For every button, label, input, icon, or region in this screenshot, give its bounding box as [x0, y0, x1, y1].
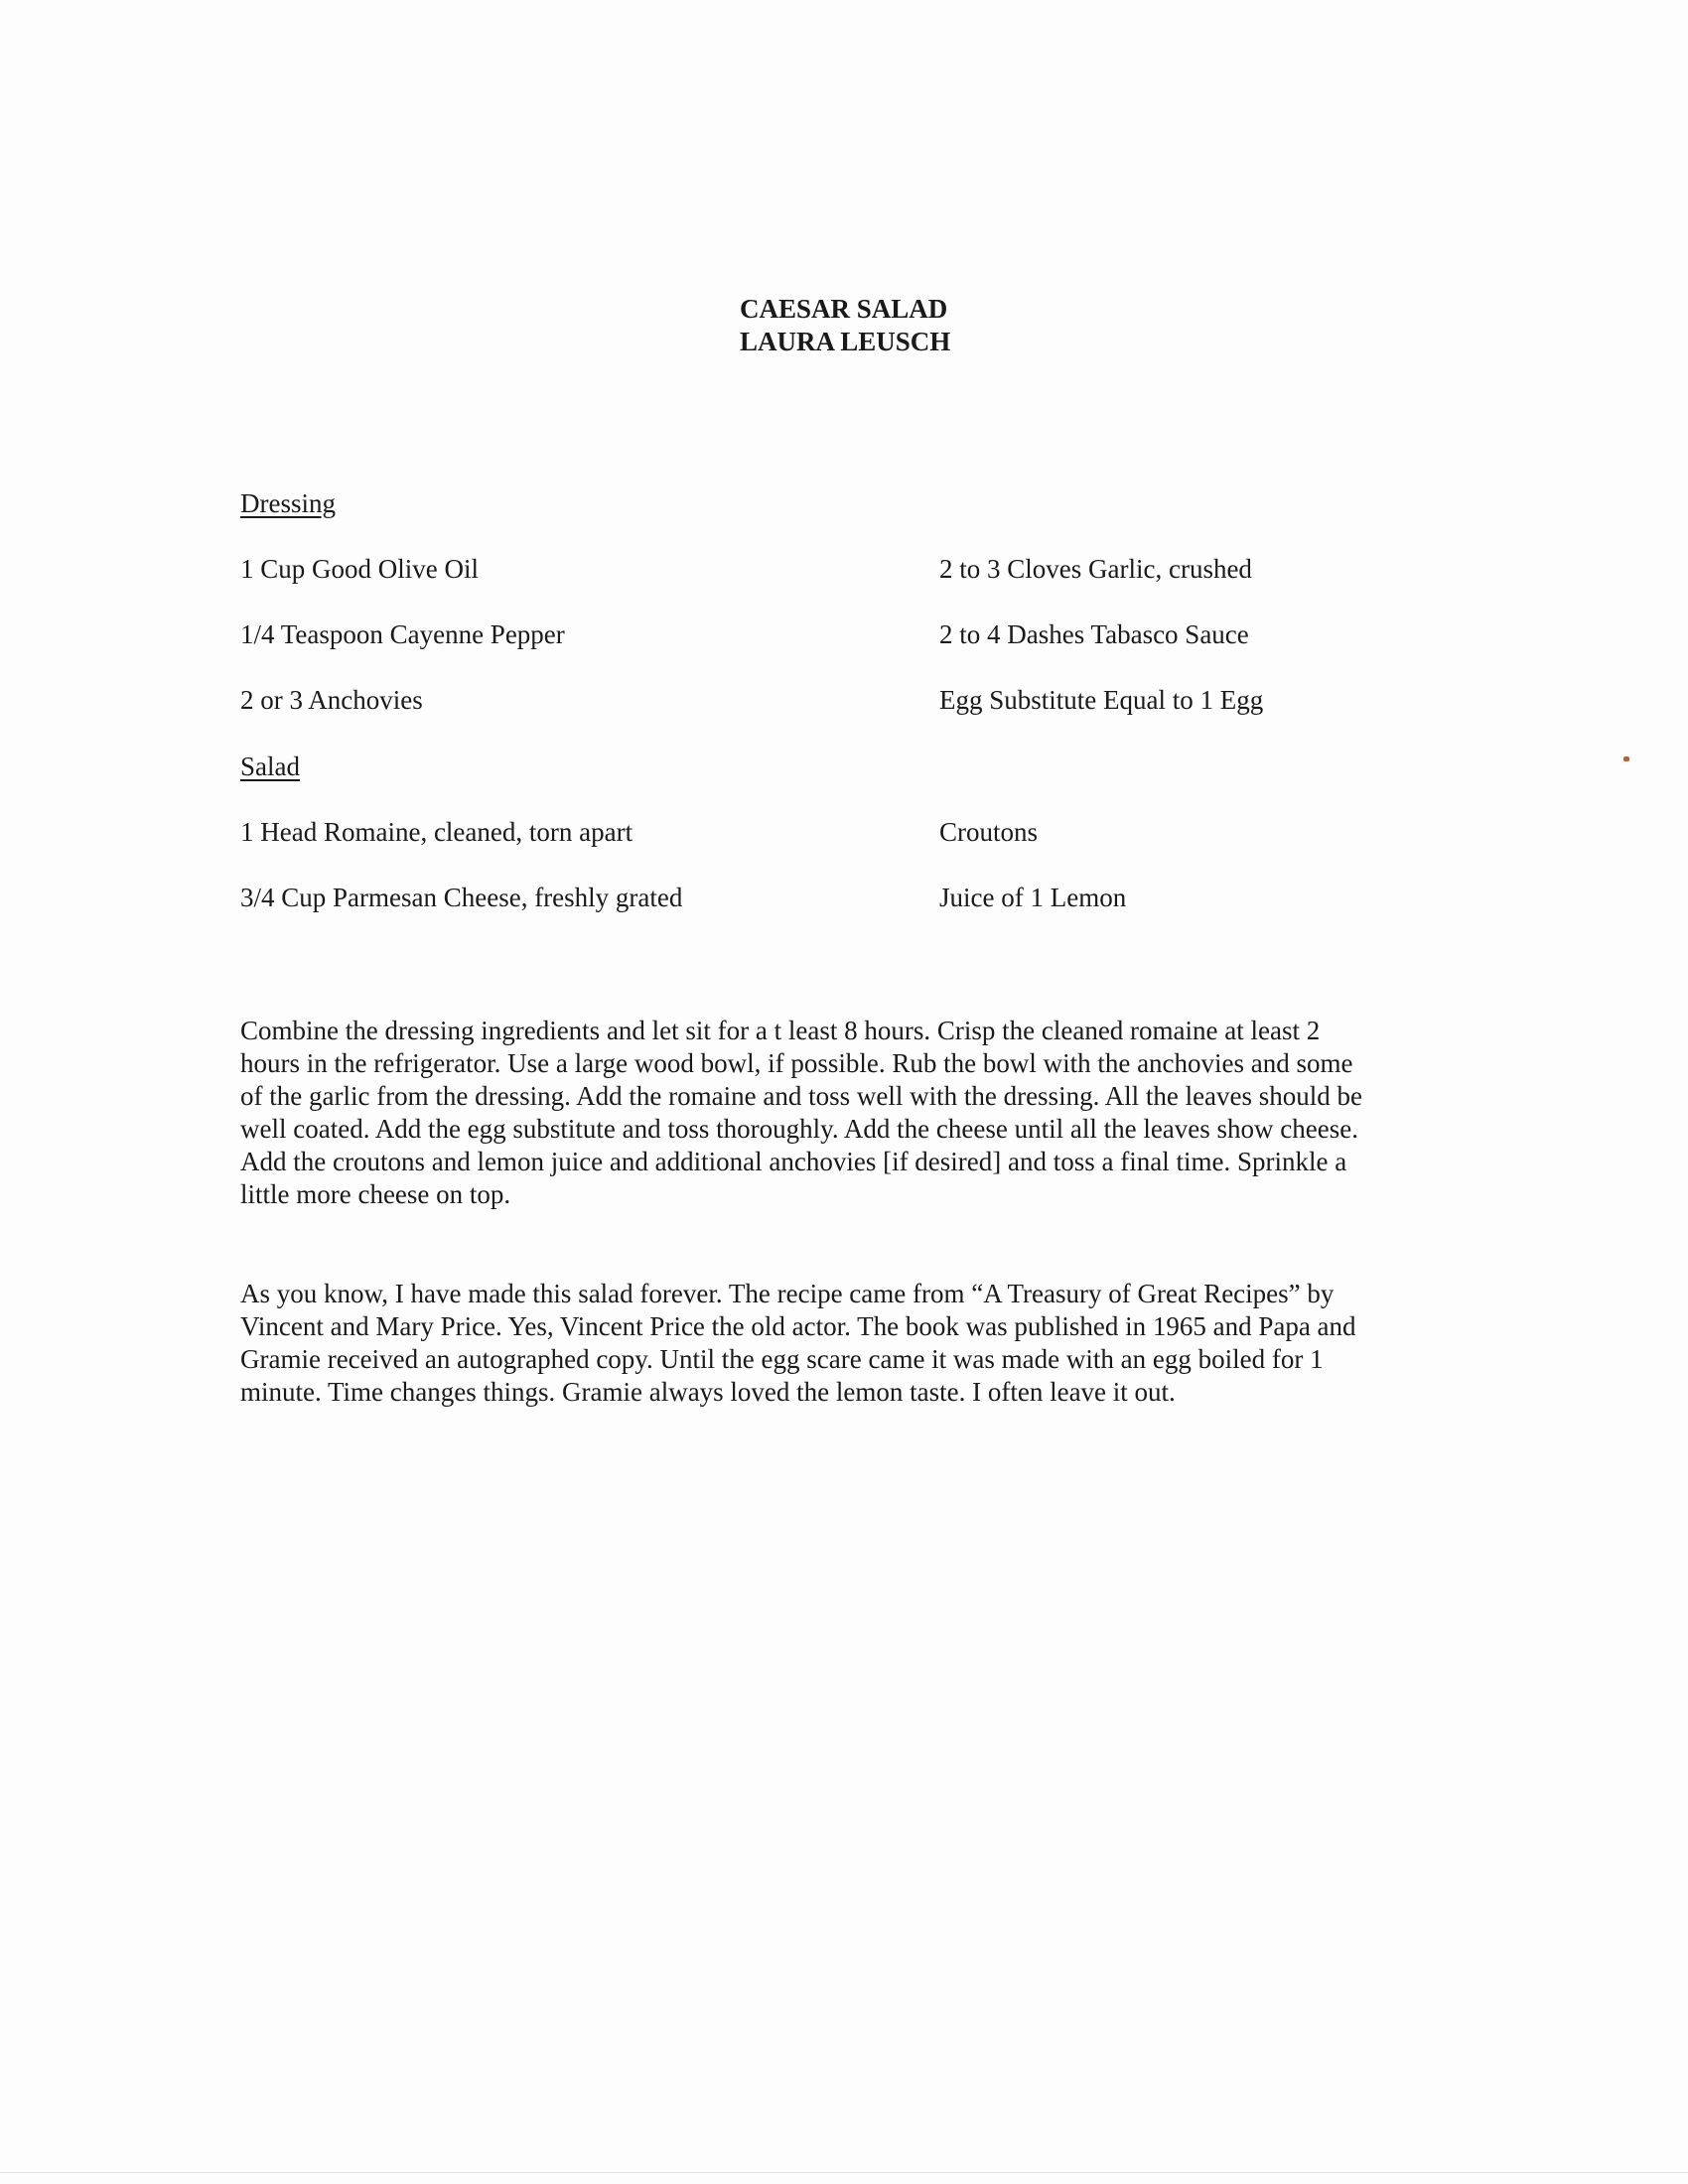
scan-speck	[1623, 756, 1629, 761]
ingredient-item: 2 or 3 Anchovies	[240, 685, 423, 715]
ingredient-item: 2 to 4 Dashes Tabasco Sauce	[939, 619, 1249, 649]
paragraph-line: Combine the dressing ingredients and let sit for a t least 8 hours. Crisp the cleaned romaine at least 2	[240, 1016, 1321, 1045]
paragraph-line: Vincent and Mary Price. Yes, Vincent Price the old actor. The book was published in 1965 and Papa and	[240, 1311, 1356, 1341]
ingredient-item: Egg Substitute Equal to 1 Egg	[939, 685, 1264, 715]
paragraph-line: Add the croutons and lemon juice and additional anchovies [if desired] and toss a final time. Sprinkle a	[240, 1147, 1347, 1176]
recipe-title-block	[740, 293, 950, 358]
paragraph-line: of the garlic from the dressing. Add the romaine and toss well with the dressing. All the leaves should be	[240, 1081, 1363, 1111]
recipe-author: LAURA LEUSCH	[740, 327, 951, 356]
paragraph-line: little more cheese on top.	[240, 1179, 511, 1209]
scan-edge-line	[0, 2172, 1688, 2173]
note-paragraph	[240, 1278, 1452, 1409]
paragraph-line: well coated. Add the egg substitute and toss thoroughly. Add the cheese until all the leaves show cheese.	[240, 1114, 1358, 1144]
ingredient-item: 1/4 Teaspoon Cayenne Pepper	[240, 619, 565, 649]
salad-heading: Salad	[240, 751, 300, 781]
recipe-title: CAESAR SALAD	[740, 294, 948, 324]
ingredient-item: 1 Cup Good Olive Oil	[240, 554, 479, 584]
ingredient-item: Juice of 1 Lemon	[939, 883, 1127, 912]
ingredient-item: Croutons	[939, 817, 1039, 847]
paragraph-line: As you know, I have made this salad forever. The recipe came from “A Treasury of Great Recipes” by	[240, 1279, 1335, 1308]
paragraph-line: minute. Time changes things. Gramie always loved the lemon taste. I often leave it out.	[240, 1377, 1176, 1407]
ingredient-item: 1 Head Romaine, cleaned, torn apart	[240, 817, 633, 847]
paragraph-line: hours in the refrigerator. Use a large wood bowl, if possible. Rub the bowl with the anchovies and some	[240, 1048, 1353, 1078]
instructions-paragraph	[240, 1015, 1452, 1211]
ingredient-item: 3/4 Cup Parmesan Cheese, freshly grated	[240, 883, 683, 912]
dressing-heading: Dressing	[240, 488, 336, 518]
paragraph-line: Gramie received an autographed copy. Until the egg scare came it was made with an egg boiled for 1	[240, 1344, 1324, 1374]
ingredient-item: 2 to 3 Cloves Garlic, crushed	[939, 554, 1252, 584]
